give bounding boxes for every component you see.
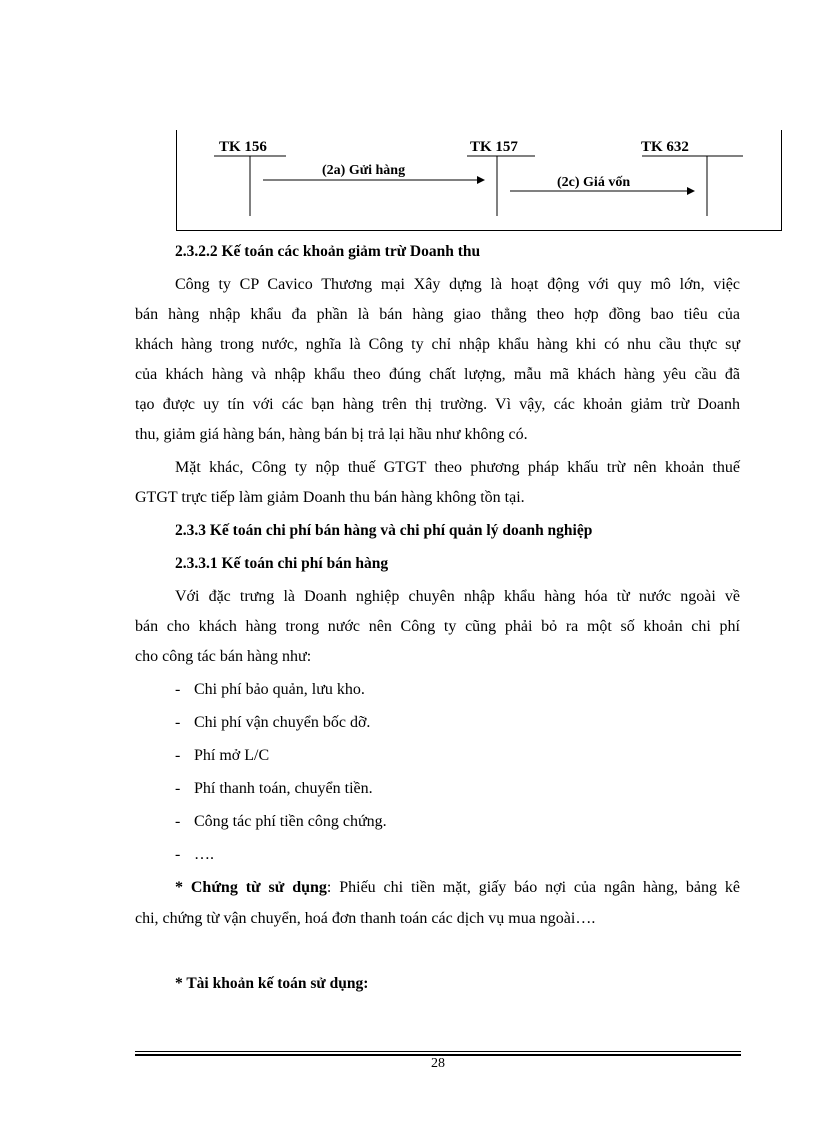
list-item	[175, 779, 373, 799]
list-item-text: Công tác phí tiền công chứng.	[194, 813, 387, 830]
bullet-dash: -	[175, 813, 181, 830]
paragraph-line: thu, giảm giá hàng bán, hàng bán bị trả lại hầu như không có.	[135, 426, 528, 443]
heading-2331: 2.3.3.1 Kế toán chi phí bán hàng	[175, 555, 389, 572]
vouchers-line	[175, 878, 740, 898]
flow-2c-arrowhead	[687, 187, 695, 195]
account-tk156: TK 156	[219, 139, 267, 155]
accounts-used-heading: * Tài khoản kế toán sử dụng:	[175, 975, 369, 992]
list-item-text: Phí thanh toán, chuyển tiền.	[194, 780, 373, 797]
paragraph-line: bán hàng nhập khẩu đa phần là bán hàng giao thẳng theo hợp đồng bao tiêu của	[135, 306, 740, 323]
bullet-dash: -	[175, 681, 181, 698]
bullet-dash: -	[175, 846, 181, 863]
list-item-text: Phí mở L/C	[194, 747, 270, 764]
vouchers-text: : Phiếu chi tiền mặt, giấy báo nợi của ngân hàng, bảng kê	[326, 879, 740, 896]
paragraph-line: của khách hàng và nhập khẩu theo đúng chất lượng, mẫu mã khách hàng yêu cầu đã	[135, 366, 740, 383]
account-flow-diagram	[176, 130, 782, 231]
flow-2a-label: (2a) Gửi hàng	[322, 163, 406, 178]
paragraph-line: Với đặc trưng là Doanh nghiệp chuyên nhập khẩu hàng hóa từ nước ngoài về	[175, 588, 740, 605]
account-tk632: TK 632	[641, 139, 689, 155]
account-tk157: TK 157	[470, 139, 518, 155]
paragraph-line: cho công tác bán hàng như:	[135, 648, 312, 665]
bullet-dash: -	[175, 714, 181, 731]
list-item	[175, 746, 269, 766]
vouchers-line-2: chi, chứng từ vận chuyển, hoá đơn thanh toán các dịch vụ mua ngoài….	[135, 910, 596, 927]
paragraph-line: khách hàng trong nước, nghĩa là Công ty chỉ nhập khẩu hàng khi có nhu cầu thực sự	[135, 336, 740, 353]
flow-2c-label: (2c) Giá vốn	[557, 175, 631, 190]
list-item-text: ….	[194, 846, 214, 863]
paragraph-line: GTGT trực tiếp làm giảm Doanh thu bán hàng không tồn tại.	[135, 489, 525, 506]
bullet-dash: -	[175, 780, 181, 797]
footer-rule	[135, 1051, 741, 1052]
list-item	[175, 713, 370, 733]
paragraph-line: Công ty CP Cavico Thương mại Xây dựng là hoạt động với quy mô lớn, việc	[175, 276, 740, 293]
paragraph-line: tạo được uy tín với các bạn hàng trên thị trường. Vì vậy, các khoản giảm trừ Doanh	[135, 396, 740, 413]
heading-233: 2.3.3 Kế toán chi phí bán hàng và chi phí quản lý doanh nghiệp	[175, 522, 593, 539]
heading-2322: 2.3.2.2 Kế toán các khoản giảm trừ Doanh thu	[175, 243, 481, 260]
list-item	[175, 680, 365, 700]
flow-2a-arrowhead	[477, 176, 485, 184]
paragraph-line: Mặt khác, Công ty nộp thuế GTGT theo phương pháp khấu trừ nên khoản thuế	[175, 459, 740, 476]
vouchers-label: * Chứng từ sử dụng	[175, 879, 327, 896]
bullet-dash: -	[175, 747, 181, 764]
list-item	[175, 812, 387, 832]
page-number: 28	[431, 1056, 445, 1071]
paragraph-line: bán cho khách hàng trong nước nên Công ty cũng phải bỏ ra một số khoản chi phí	[135, 618, 740, 635]
list-item	[175, 845, 214, 865]
list-item-text: Chi phí vận chuyển bốc dỡ.	[194, 714, 371, 731]
list-item-text: Chi phí bảo quản, lưu kho.	[194, 681, 365, 698]
